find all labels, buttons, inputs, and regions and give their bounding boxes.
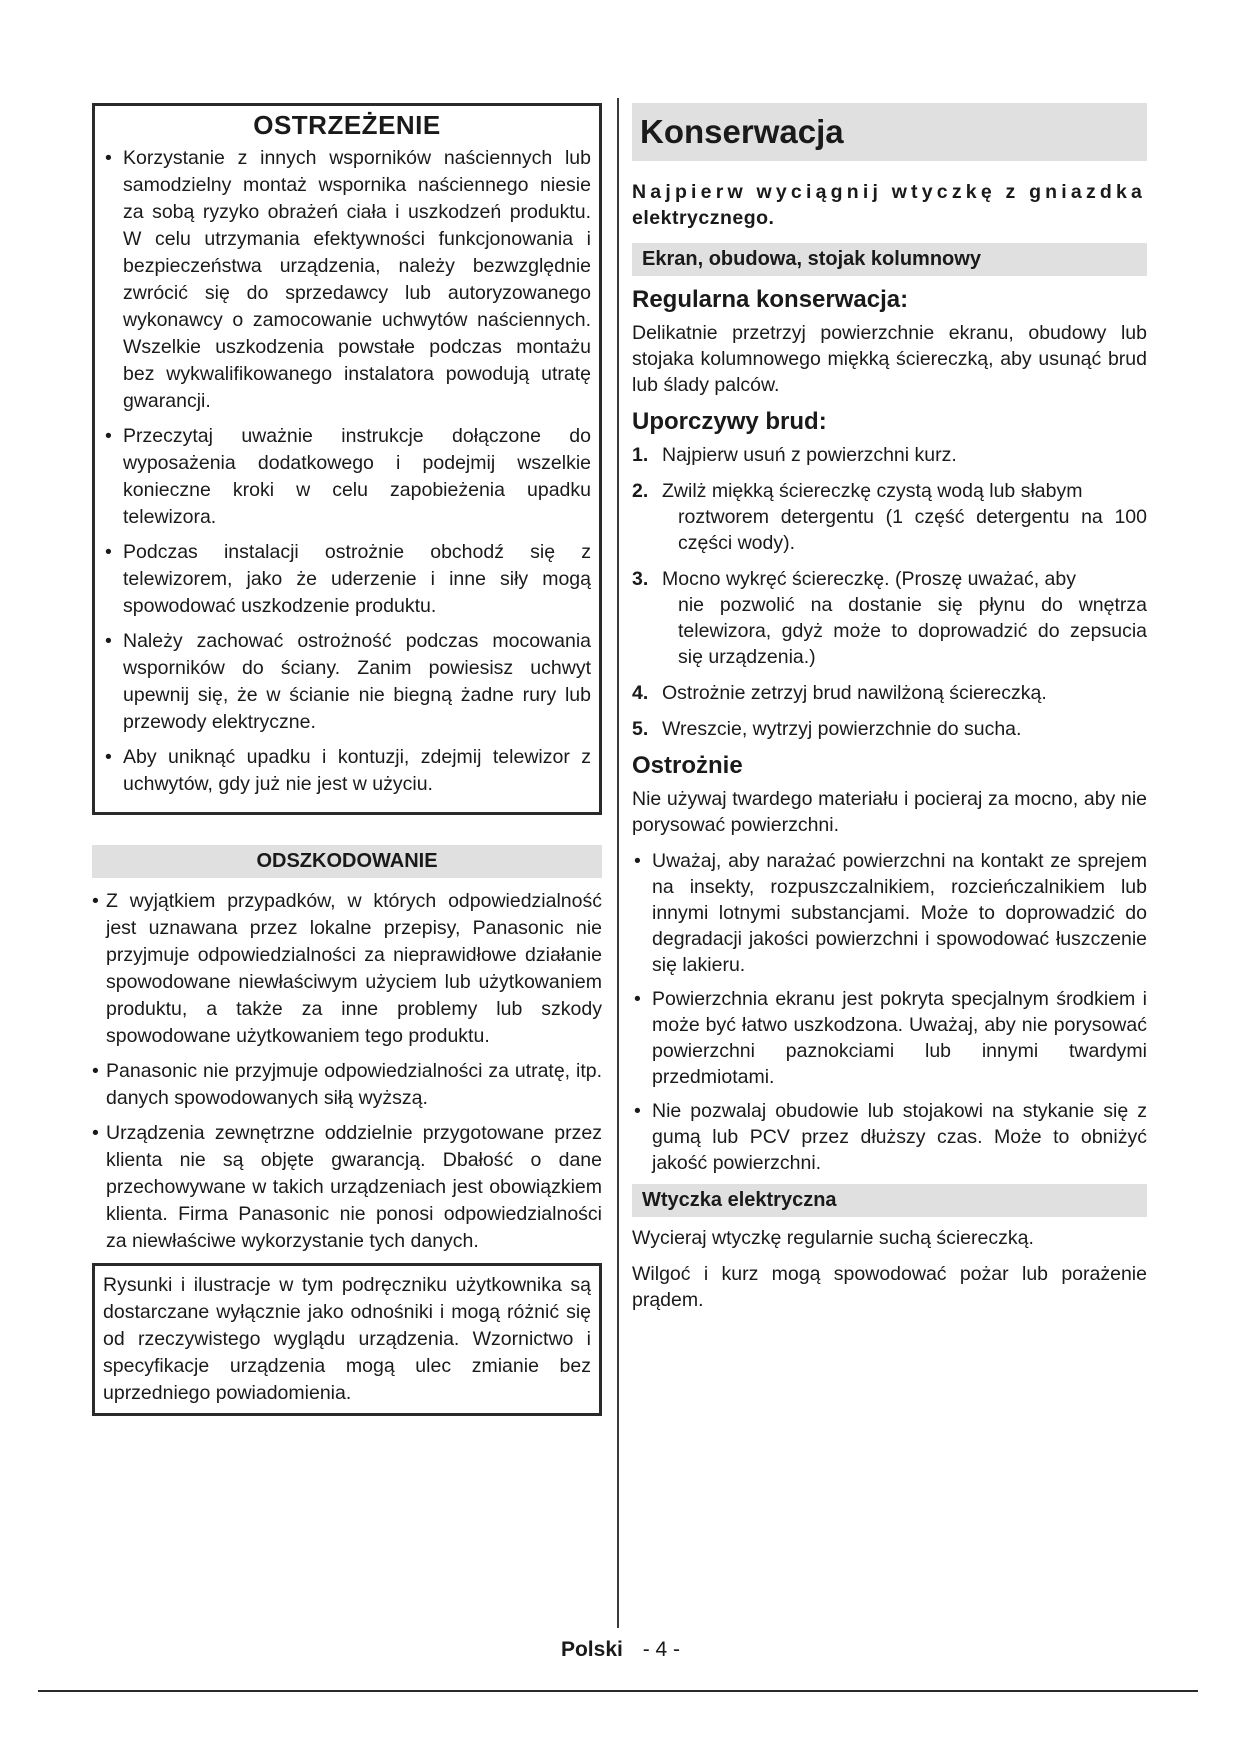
step-number: 2.	[632, 480, 649, 502]
stubborn-steps	[632, 442, 1147, 742]
warning-item: • Przeczytaj uważnie instrukcje dołączone do wyposażenia dodatkowego i podejmij wszelkie konieczne kroki w celu zapobieżenia upadku telewizora.	[103, 423, 591, 531]
damage-title: ODSZKODOWANIE	[92, 845, 602, 878]
right-column	[632, 103, 1147, 1323]
warning-title: OSTRZEŻENIE	[253, 110, 441, 140]
plug-section-title: Wtyczka elektryczna	[632, 1184, 1147, 1217]
step-text: Mocno wykręć ściereczkę. (Proszę uważać, aby	[662, 568, 1076, 590]
warning-item: • Aby uniknąć upadku i kontuzji, zdejmij telewizor z uchwytów, gdy już nie jest w użyciu.	[103, 744, 591, 798]
step-number: 5.	[632, 718, 649, 740]
page-footer	[0, 1638, 1241, 1662]
page-number: - 4 -	[642, 1638, 681, 1661]
warning-item: • Korzystanie z innych wsporników naściennych lub samodzielny montaż wspornika naściennego niesie za sobą ryzyko obrażeń ciała i uszkodzeń produktu. W celu utrzymania efektywności funkcjonowania i bezpieczeństwa urządzenia, należy bezwzględnie zwrócić się do sprzedawcy lub autoryzowanego wykonawcy o zamocowanie uchwytów naściennych. Wszelkie uszkodzenia powstałe podczas montażu bez wykwalifikowanego instalatora powodują utratę gwarancji.	[103, 145, 591, 415]
note-text: Rysunki i ilustracje w tym podręczniku użytkownika są dostarczane wyłącznie jako odnośniki i mogą różnić się od rzeczywistego wyglądu urządzenia. Wzornictwo i specyfikacje urządzenia mogą ulec zmianie bez uprzedniego powiadomienia.	[103, 1274, 591, 1404]
caution-heading: Ostrożnie	[632, 752, 743, 779]
step-text-continued: roztworem detergentu (1 część detergentu na 100 części wody).	[678, 506, 1147, 554]
caution-item: • Nie pozwalaj obudowie lub stojakowi na stykanie się z gumą lub PCV przez dłuższy czas. Może to obniżyć jakość powierzchni.	[632, 1098, 1147, 1176]
maintenance-title: Konserwacja	[632, 103, 1147, 161]
step-item	[632, 478, 1147, 556]
caution-text: Nie używaj twardego materiału i pocieraj za mocno, aby nie porysować powierzchni.	[632, 788, 1147, 836]
step-text: Najpierw usuń z powierzchni kurz.	[662, 444, 957, 466]
damage-item: • Z wyjątkiem przypadków, w których odpowiedzialność jest uznawana przez lokalne przepisy, Panasonic nie przyjmuje odpowiedzialności za nieprawidłowe działanie spowodowane niewłaściwym użyciem lub użytkowaniem produktu, a także za inne problemy lub szkody spowodowane użytkowaniem tego produktu.	[92, 888, 602, 1050]
plug-text-1: Wycieraj wtyczkę regularnie suchą ściereczką.	[632, 1227, 1034, 1249]
column-divider	[617, 98, 619, 1628]
warning-item: • Należy zachować ostrożność podczas mocowania wsporników do ściany. Zanim powiesisz uchwyt upewnij się, że w ścianie nie biegną żadne rury lub przewody elektryczne.	[103, 628, 591, 736]
step-text: Ostrożnie zetrzyj brud nawilżoną ściereczką.	[662, 682, 1047, 704]
regular-text: Delikatnie przetrzyj powierzchnie ekranu, obudowy lub stojaka kolumnowego miękką ściereczką, aby usunąć brud lub ślady palców.	[632, 322, 1147, 396]
step-number: 3.	[632, 568, 649, 590]
caution-item: • Uważaj, aby narażać powierzchni na kontakt ze sprejem na insekty, rozpuszczalnikiem, rozcieńczalnikiem lub innymi lotnymi substancjami. Może to doprowadzić do degradacji jakości powierzchni i spowodować łuszczenie się lakieru.	[632, 848, 1147, 978]
footer-language: Polski	[560, 1638, 623, 1661]
damage-list	[92, 888, 602, 1255]
step-text: Wreszcie, wytrzyj powierzchnie do sucha.	[662, 718, 1022, 740]
step-text-continued: nie pozwolić na dostanie się płynu do wnętrza telewizora, gdyż może to doprowadzić do zepsucia się urządzenia.)	[678, 594, 1147, 668]
warning-item: • Podczas instalacji ostrożnie obchodź się z telewizorem, jako że uderzenie i inne siły mogą spowodować uszkodzenie produktu.	[103, 539, 591, 620]
step-item	[632, 680, 1147, 706]
stubborn-heading: Uporczywy brud:	[632, 408, 827, 435]
step-item	[632, 716, 1147, 742]
caution-item: • Powierzchnia ekranu jest pokryta specjalnym środkiem i może być łatwo uszkodzona. Uważaj, aby nie porysować powierzchni paznokciami lub innymi twardymi przedmiotami.	[632, 986, 1147, 1090]
step-number: 1.	[632, 444, 649, 466]
first-step-line-2: elektrycznego.	[632, 207, 775, 229]
left-column	[92, 103, 602, 1416]
warning-list	[103, 145, 591, 798]
damage-item: • Panasonic nie przyjmuje odpowiedzialności za utratę, itp. danych spowodowanych siłą wyższą.	[92, 1058, 602, 1112]
plug-text-2: Wilgoć i kurz mogą spowodować pożar lub porażenie prądem.	[632, 1263, 1147, 1311]
damage-item: • Urządzenia zewnętrzne oddzielnie przygotowane przez klienta nie są objęte gwarancją. Dbałość o dane przechowywane w takich urządzeniach jest obowiązkiem klienta. Firma Panasonic nie ponosi odpowiedzialności za niewłaściwe wykorzystanie tych danych.	[92, 1120, 602, 1255]
step-item	[632, 442, 1147, 468]
first-step-note	[632, 179, 1147, 231]
footer-rule	[38, 1690, 1198, 1692]
step-text: Zwilż miękką ściereczkę czystą wodą lub słabym	[662, 480, 1083, 502]
regular-heading: Regularna konserwacja:	[632, 286, 909, 313]
warning-box	[92, 103, 602, 815]
step-number: 4.	[632, 682, 649, 704]
note-box	[92, 1263, 602, 1416]
step-item	[632, 566, 1147, 670]
screen-section-title: Ekran, obudowa, stojak kolumnowy	[632, 243, 1147, 276]
caution-list	[632, 848, 1147, 1176]
first-step-line-1: Najpierw wyciągnij wtyczkę z gniazdka	[632, 181, 1147, 203]
damage-section	[92, 845, 602, 1255]
